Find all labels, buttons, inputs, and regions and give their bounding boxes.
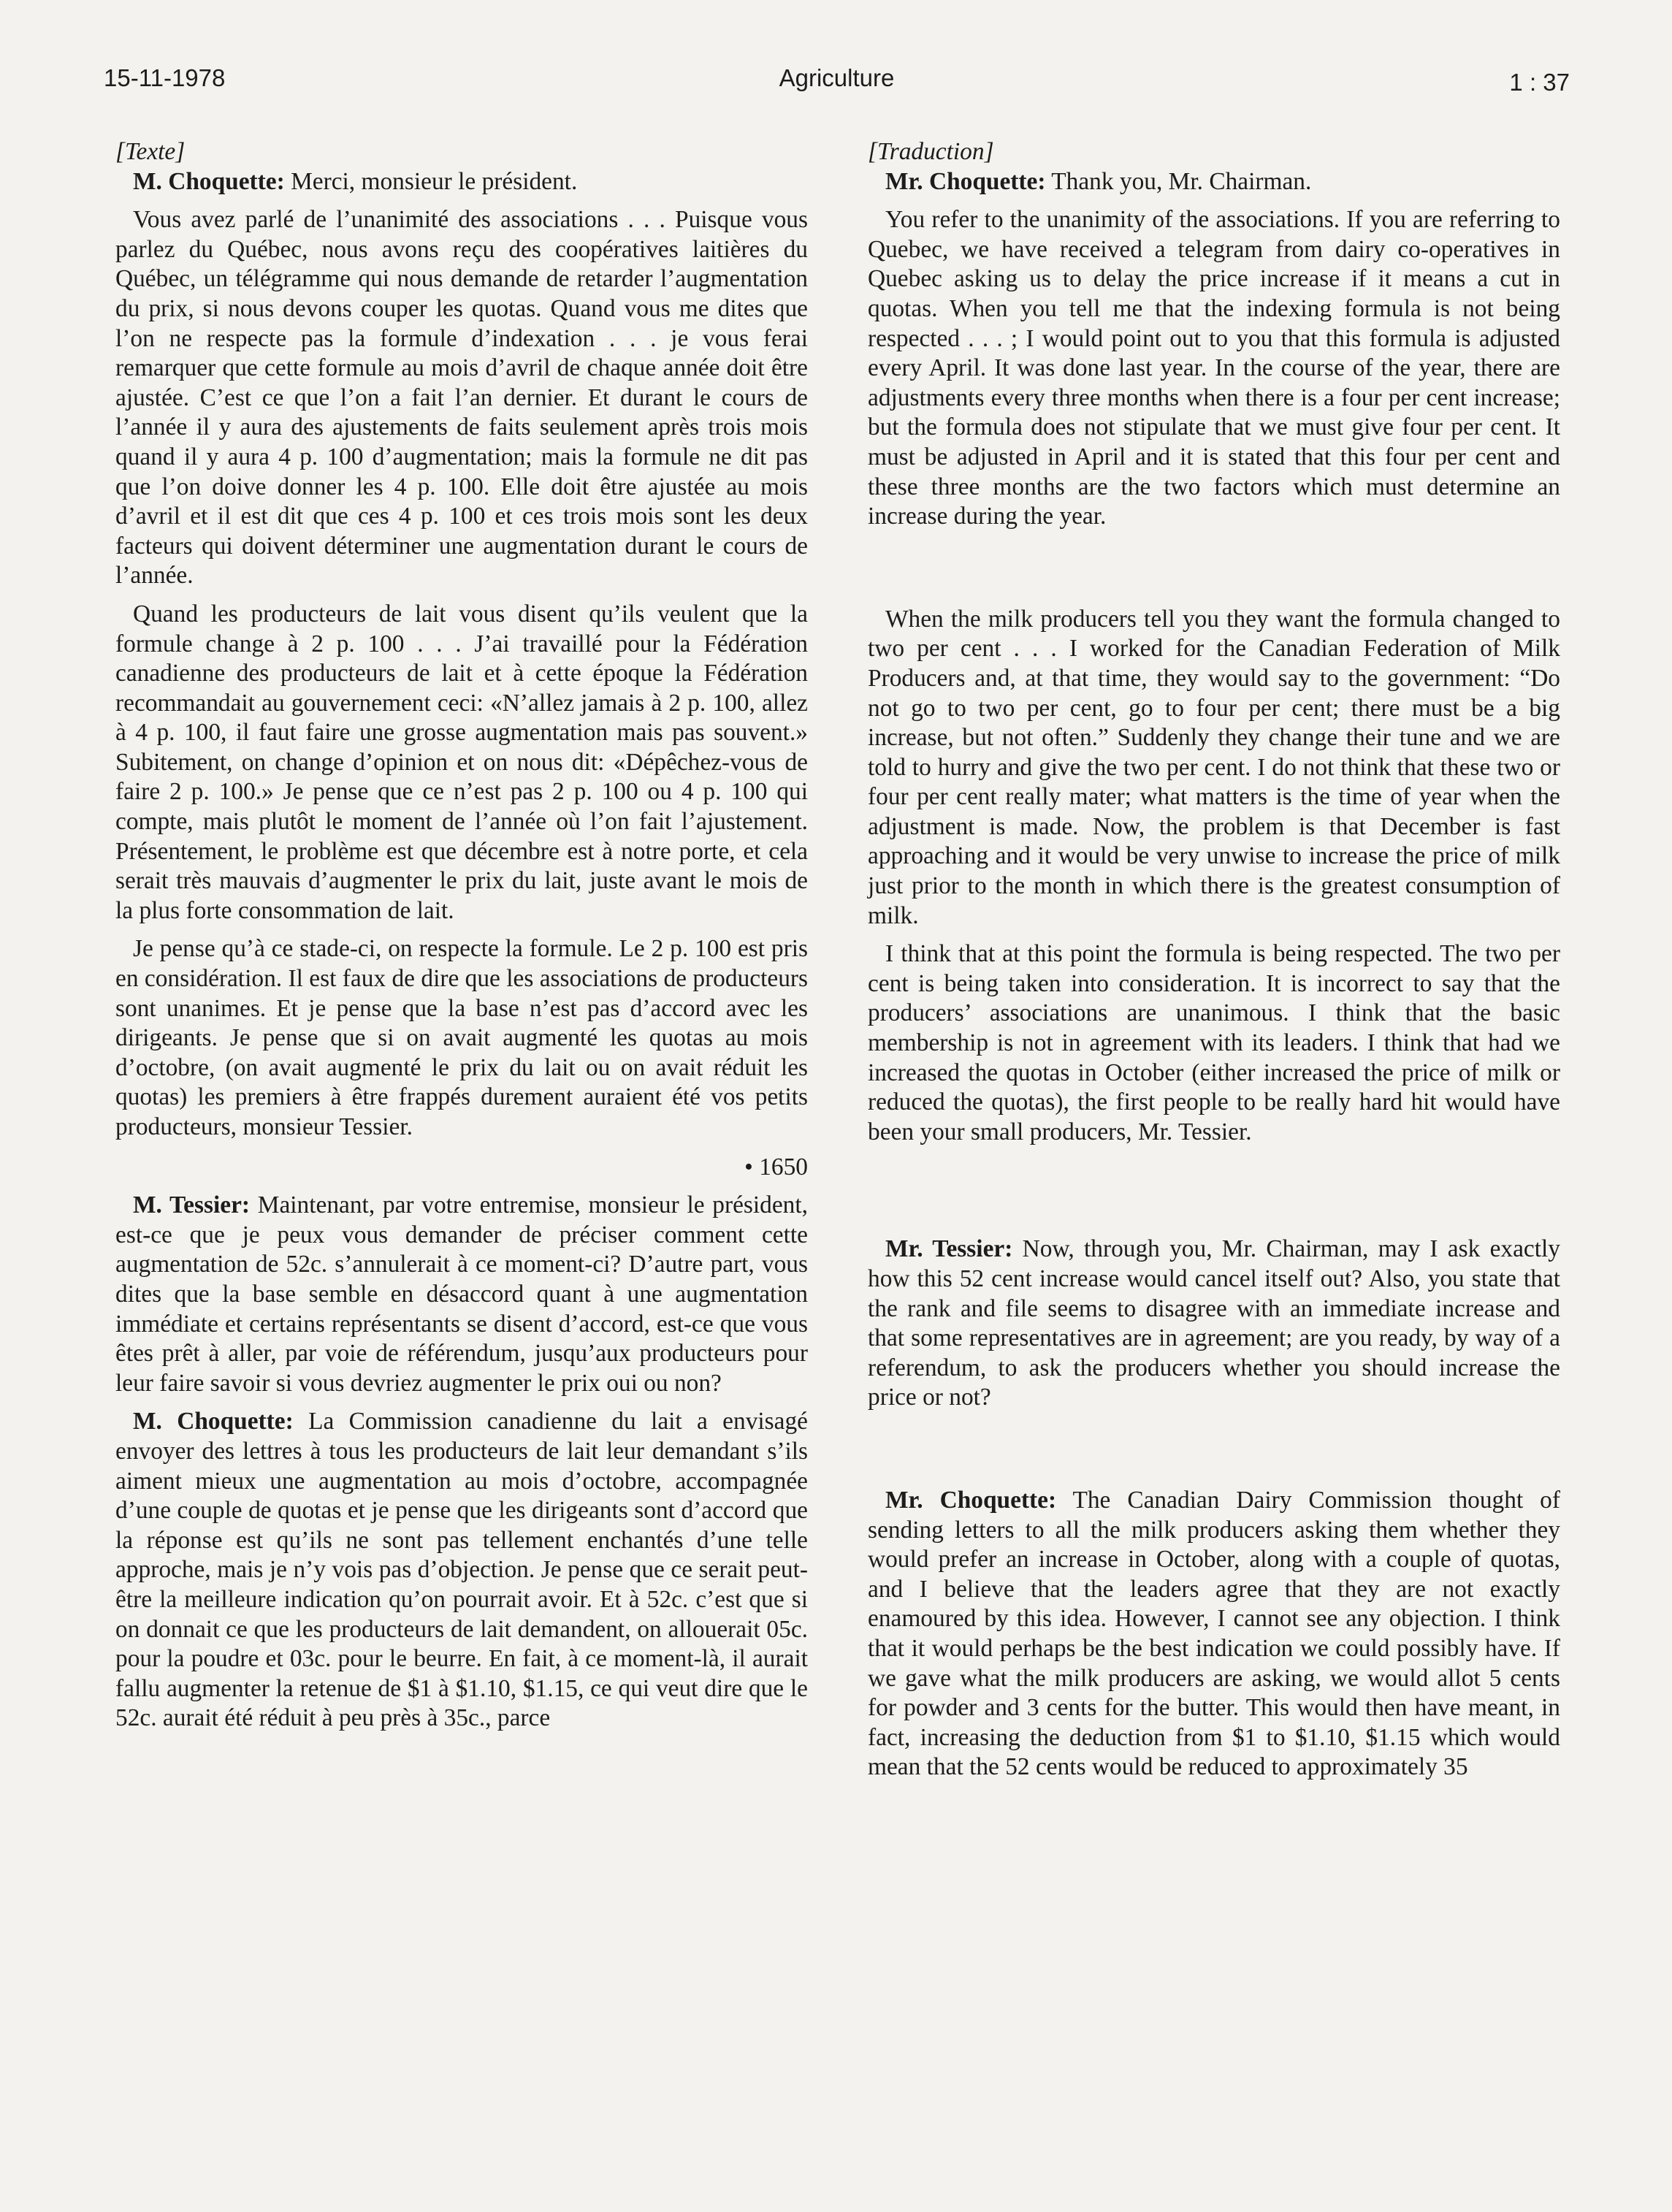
speaker-name: Mr. Choquette: (885, 167, 1046, 195)
header-date: 15-11-1978 (104, 64, 226, 91)
time-marker: • 1650 (744, 1153, 808, 1181)
paragraph: Mr. Choquette: Thank you, Mr. Chairman. (885, 167, 1312, 195)
speaker-name: M. Choquette: (133, 167, 285, 195)
header-title: Agriculture (779, 64, 895, 91)
paragraph: You refer to the unanimity of the associations. If you are referring to Quebec, we have received a telegram from dairy co-operatives in Quebec asking us to delay the price increase if it means a cut in quotas. When you tell me that the indexing formula is not being respected . . . ; I would point out to you that this formula is adjusted every April. It was done last year. In the course of the year, there are adjustments every three months when there is a four per cent increase; but the formula does not stipulate that we must give four per cent. It must be adjusted in April and it is stated that this four per cent and these three months are the two factors which must determine an increase during the year. (868, 206, 1560, 530)
paragraph: Quand les producteurs de lait vous disent qu’ils veulent que la formule change à 2 p. 100 . . . J’ai travaillé pour la Fédération canadienne des producteurs de lait et à cette époque la Fédération recommandait au gouvernement ceci: «N’allez jamais à 2 p. 100, allez à 4 p. 100, il faut faire une grosse augmentation mais pas souvent.» Subitement, on change d’opinion et on nous dit: «Dépêchez-vous de faire 2 p. 100.» Je pense que ce n’est pas 2 p. 100 ou 4 p. 100 qui compte, mais plutôt le moment de l’année où l’on fait l’ajustement. Présentement, le problème est que décembre est à notre porte, et cela serait très mauvais d’augmenter le prix du lait, juste avant le mois de la plus forte consommation de lait. (115, 600, 808, 924)
speaker-name: Mr. Choquette: (885, 1486, 1057, 1514)
paragraph: Vous avez parlé de l’unanimité des associations . . . Puisque vous parlez du Québec, nous avons reçu des coopératives laitières du Québec, un télégramme qui nous demande de retarder l’augmentation du prix, si nous devons couper les quotas. Quand vous me dites que l’on ne respecte pas la formule d’indexation . . . je vous ferai remarquer que cette formule au mois d’avril de chaque année doit être ajustée. C’est ce que l’on a fait l’an dernier. Et durant le cours de l’année il y aura des ajustements de faits seulement après trois mois quand il y aura 4 p. 100 d’augmentation; mais la formule ne dit pas que l’on doive donner les 4 p. 100. Elle doit être ajustée au mois d’avril et il est dit que ces 4 p. 100 et ces trois mois sont les deux facteurs qui doivent déterminer une augmentation durant le cours de l’année. (115, 206, 808, 590)
speaker-name: Mr. Tessier: (885, 1235, 1013, 1263)
paragraph: I think that at this point the formula is being respected. The two per cent is being taken into consideration. It is incorrect to say that the producers’ associations are unanimous. I think that the basic membership is not in agreement with its leaders. I think that had we increased the quotas in October (either increased the price of milk or reduced the quotas), the first people to be really hard hit would have been your small producers, Mr. Tessier. (868, 940, 1560, 1145)
paragraph: M. Tessier: Maintenant, par votre entremise, monsieur le président, est-ce que je peux vous demander de préciser comment cette augmentation de 52c. s’annulerait à ce moment-ci? D’autre part, vous dites que la base semble en désaccord quant à une augmentation immédiate et certains représentants se disent d’accord, est-ce que vous êtes prêt à aller, par voie de référendum, jusqu’aux producteurs pour leur faire savoir si vous devriez augmenter le prix oui ou non? (115, 1191, 809, 1397)
paragraph: When the milk producers tell you they want the formula changed to two per cent . . . I worked for the Canadian Federation of Milk Producers and, at that time, they would say to the government: “Do not go to two per cent, go to four per cent; there must be a big increase, but not often.” Suddenly they change their tune and we are told to hurry and give the two per cent. I do not think that these two or four per cent really mater; what matters is the time of year when the adjustment is made. Now, the problem is that December is fast approaching and it would be very unwise to increase the price of milk just prior to the month in which there is the greatest consumption of milk. (868, 605, 1560, 929)
french-column (115, 137, 808, 1734)
speaker-name: M. Tessier: (133, 1191, 251, 1219)
english-column (868, 137, 1560, 1782)
column-label: [Traduction] (868, 138, 994, 165)
header-page-ref: 1 : 37 (1509, 69, 1570, 96)
page-header (104, 64, 1570, 101)
speaker-name: M. Choquette: (133, 1408, 294, 1435)
paragraph: M. Choquette: Merci, monsieur le président. (133, 167, 578, 195)
column-label: [Texte] (115, 138, 186, 165)
paragraph: Mr. Tessier: Now, through you, Mr. Chairman, may I ask exactly how this 52 cent increase would cancel itself out? Also, you state that the rank and file seems to disagree with an immediate increase and that some representatives are in agreement; are you ready, by way of a referendum, to ask the producers whether you should increase the price or not? (868, 1235, 1560, 1411)
paragraph: Je pense qu’à ce stade-ci, on respecte la formule. Le 2 p. 100 est pris en considération. Il est faux de dire que les associations de producteurs sont unanimes. Et je pense que la base n’est pas d’accord avec les dirigeants. Je pense que si on avait augmenté les quotas au mois d’octobre, (on avait augmenté le prix du lait ou on avait réduit les quotas) les premiers à être frappés durement auraient été vos petits producteurs, monsieur Tessier. (115, 935, 808, 1140)
paragraph: Mr. Choquette: The Canadian Dairy Commission thought of sending letters to all the milk producers asking them whether they would prefer an increase in October, along with a couple of quotas, and I believe that the leaders agree that they are not exactly enamoured by this idea. However, I cannot see any objection. I think that it would perhaps be the best indication we could possibly have. If we gave what the milk producers are asking, we would allot 5 cents for powder and 3 cents for the butter. This would then have meant, in fact, increasing the deduction from $1 to $1.10, $1.15 which would mean that the 52 cents would be reduced to approximately 35 (868, 1486, 1560, 1781)
paragraph: M. Choquette: La Commission canadienne du lait a envisagé envoyer des lettres à tous les producteurs de lait leur demandant s’ils aiment mieux une augmentation au mois d’octobre, accompagnée d’une couple de quotas et je pense que les dirigeants sont d’accord que la réponse est qu’ils ne sont pas tellement enchantés d’une telle approche, mais je n’y vois pas d’objection. Je pense que ce serait peut-être la meilleure indication qu’on pourrait avoir. Et à 52c. c’est que si on donnait ce que les producteurs de lait demandent, on allouerait 05c. pour la poudre et 03c. pour le beurre. En fait, à ce moment-là, il aurait fallu augmenter la retenue de $1 à $1.10, $1.15, ce qui veut dire que le 52c. aurait été réduit à peu près à 35c., parce (115, 1408, 809, 1732)
